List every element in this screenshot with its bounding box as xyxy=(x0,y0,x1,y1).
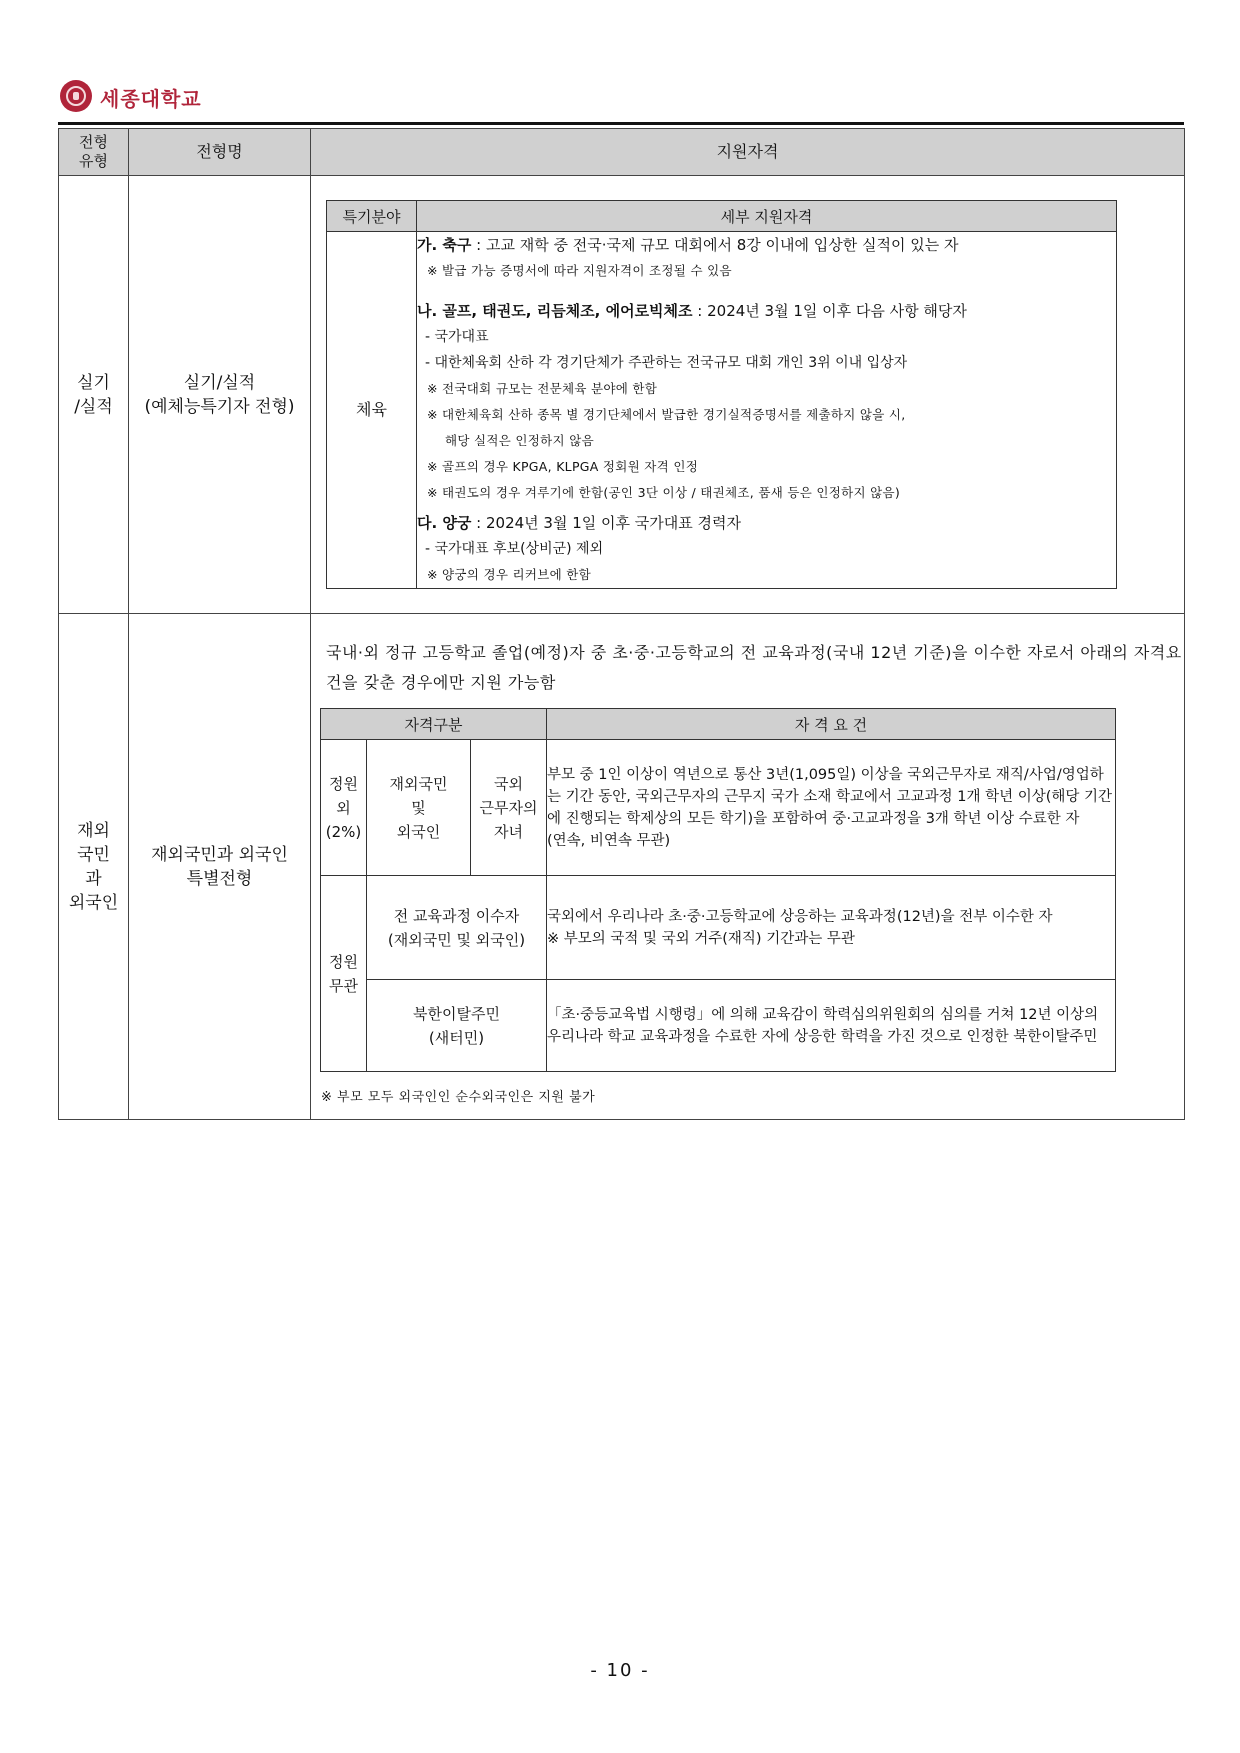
golf-note-2b: 해당 실적은 인정하지 않음 xyxy=(445,433,594,448)
row1-qualification xyxy=(311,176,1185,614)
group-north-korean-defectors: 북한이탈주민 (새터민) xyxy=(367,980,547,1072)
header-type: 전형 유형 xyxy=(59,129,129,176)
header-name: 전형명 xyxy=(129,129,311,176)
requirement-header: 자 격 요 건 xyxy=(547,709,1116,740)
golf-note-1: ※ 전국대회 규모는 전문체육 분야에 한함 xyxy=(427,381,658,396)
sports-details xyxy=(417,232,1117,589)
overseas-detail-table xyxy=(320,708,1116,1072)
row2-name: 재외국민과 외국인 특별전형 xyxy=(129,614,311,1120)
overseas-intro: 국내·외 정규 고등학교 졸업(예정)자 중 초·중·고등학교의 전 교육과정(국내 12년 기준)을 이수한 자로서 아래의 자격요건을 갖춘 경우에만 지원 가능함 xyxy=(326,643,1182,692)
item-archery-text: : 2024년 3월 1일 이후 국가대표 경력자 xyxy=(471,514,741,532)
row2-type: 재외 국민 과 외국인 xyxy=(59,614,129,1120)
quota-out: 정원 외 (2%) xyxy=(321,740,367,876)
requirement-2: 국외에서 우리나라 초·중·고등학교에 상응하는 교육과정(12년)을 전부 이수한 자 ※ 부모의 국적 및 국외 거주(재직) 기간과는 무관 xyxy=(547,876,1116,980)
golf-note-2: ※ 대한체육회 산하 종목 별 경기단체에서 발급한 경기실적증명서를 제출하지 않을 시, xyxy=(427,407,906,422)
note-football: ※ 발급 가능 증명서에 따라 지원자격이 조정될 수 있음 xyxy=(427,263,732,278)
item-archery xyxy=(417,510,1116,536)
sports-detail-table xyxy=(326,200,1117,589)
item-archery-title: 다. 양궁 xyxy=(417,514,472,532)
item-football xyxy=(417,232,1116,258)
golf-note-4: ※ 태권도의 경우 겨루기에 한함(공인 3단 이상 / 태권체조, 품새 등은 인정하지 않음) xyxy=(427,485,901,500)
golf-note-3: ※ 골프의 경우 KPGA, KLPGA 정회원 자격 인정 xyxy=(427,459,699,474)
group-overseas-koreans: 재외국민 및 외국인 xyxy=(367,740,471,876)
item-golf-title: 나. 골프, 태권도, 리듬체조, 에어로빅체조 xyxy=(417,302,693,320)
item-football-text: : 고교 재학 중 전국·국제 규모 대회에서 8강 이내에 입상한 실적이 있는 자 xyxy=(471,236,959,254)
archery-note-1: ※ 양궁의 경우 리커브에 한함 xyxy=(427,567,591,582)
row1-type: 실기 /실적 xyxy=(59,176,129,614)
requirement-3: 「초·중등교육법 시행령」에 의해 교육감이 학력심의위원회의 심의를 거쳐 12년 이상의 우리나라 학교 교육과정을 수료한 자에 상응한 학력을 가진 것으로 인정한 북한이탈주민 xyxy=(547,980,1116,1072)
archery-item-1: - 국가대표 후보(상비군) 제외 xyxy=(425,541,604,557)
item-golf-text: : 2024년 3월 1일 이후 다음 사항 해당자 xyxy=(692,302,967,320)
requirement-1: 부모 중 1인 이상이 역년으로 통산 3년(1,095일) 이상을 국외근무자로 재직/사업/영업하는 기간 동안, 국외근무자의 근무지 국가 소재 학교에서 고교과정 1개 학년 이상(해당 기간에 진행되는 학제상의 모든 학기)을 포함하여 중·고교과정을 3개 학년 이상 수료한 자 (연속, 비연속 무관) xyxy=(547,740,1116,876)
field-sports: 체육 xyxy=(327,232,417,589)
row1-name: 실기/실적 (예체능특기자 전형) xyxy=(129,176,311,614)
group-workers-children: 국외 근무자의 자녀 xyxy=(471,740,547,876)
golf-item-2: - 대한체육회 산하 각 경기단체가 주관하는 전국규모 대회 개인 3위 이내 입상자 xyxy=(425,355,908,371)
group-full-curriculum: 전 교육과정 이수자 (재외국민 및 외국인) xyxy=(367,876,547,980)
header-qualification: 지원자격 xyxy=(311,129,1185,176)
quota-free: 정원 무관 xyxy=(321,876,367,1072)
row2-qualification xyxy=(311,614,1185,1120)
field-header: 특기분야 xyxy=(327,201,417,232)
admission-table xyxy=(58,128,1185,1120)
category-header: 자격구분 xyxy=(321,709,547,740)
overseas-footnote: ※ 부모 모두 외국인인 순수외국인은 지원 불가 xyxy=(321,1090,596,1105)
item-golf-etc xyxy=(417,298,1116,324)
detail-header: 세부 지원자격 xyxy=(417,201,1117,232)
page-number: - 10 - xyxy=(590,1660,650,1681)
university-logo xyxy=(60,80,92,112)
university-name: 세종대학교 xyxy=(100,87,202,111)
item-football-title: 가. 축구 xyxy=(417,236,472,254)
header-divider xyxy=(58,122,1184,125)
golf-item-1: - 국가대표 xyxy=(425,329,489,345)
